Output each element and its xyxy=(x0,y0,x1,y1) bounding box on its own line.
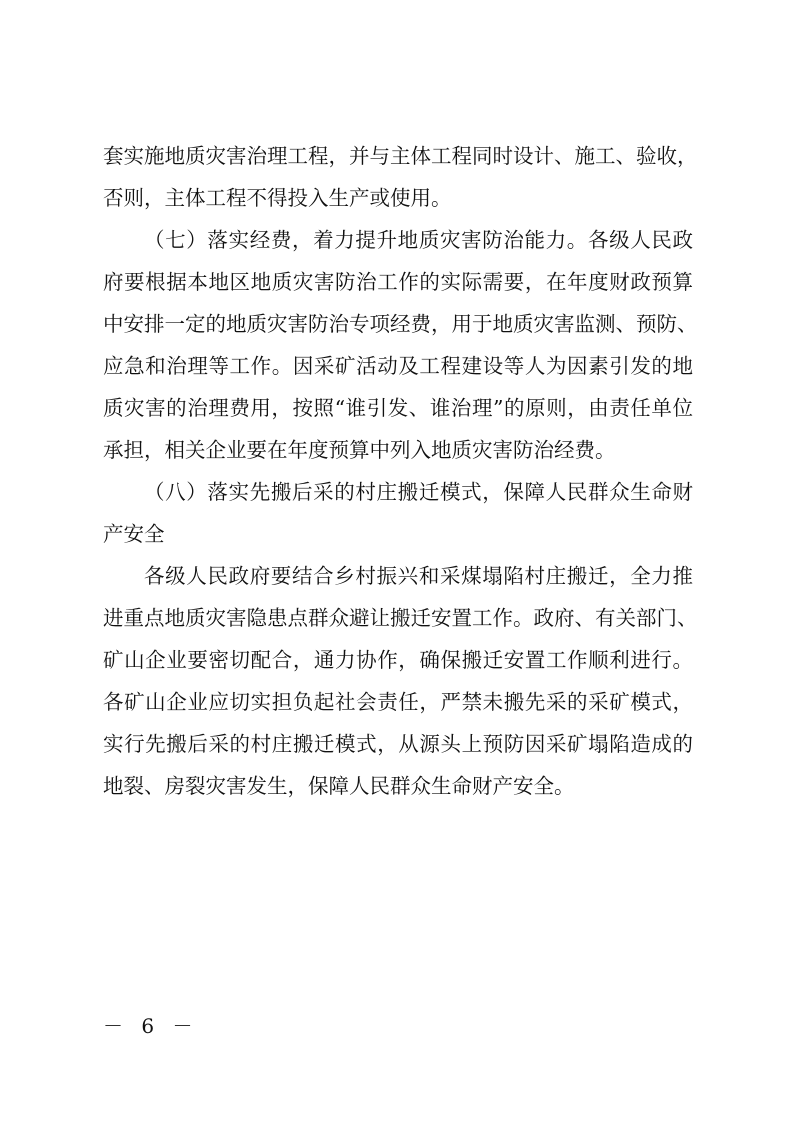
text-line: 进重点地质灾害隐患点群众避让搬迁安置工作。政府、有关部门、 xyxy=(103,606,698,630)
text-line: 各矿山企业应切实担负起社会责任，严禁未搬先采的采矿模式， xyxy=(103,690,693,714)
text-line: 地裂、房裂灾害发生，保障人民群众生命财产安全。 xyxy=(103,774,575,798)
page-number: － 6 － xyxy=(103,1014,199,1038)
text-line: 承担，相关企业要在年度预算中列入地质灾害防治经费。 xyxy=(103,438,616,462)
section-heading-line: 产安全 xyxy=(103,522,165,546)
text-line: 中安排一定的地质灾害防治专项经费，用于地质灾害监测、预防、 xyxy=(103,312,698,336)
section-heading-line: （八）落实先搬后采的村庄搬迁模式，保障人民群众生命财 xyxy=(144,480,693,504)
text-line: 府要根据本地区地质灾害防治工作的实际需要，在年度财政预算 xyxy=(103,270,693,294)
text-line: 实行先搬后采的村庄搬迁模式，从源头上预防因采矿塌陷造成的 xyxy=(103,732,693,756)
text-line: 各级人民政府要结合乡村振兴和采煤塌陷村庄搬迁，全力推 xyxy=(144,564,693,588)
text-line: 套实施地质灾害治理工程，并与主体工程同时设计、施工、验收， xyxy=(103,144,698,168)
text-line: 矿山企业要密切配合，通力协作，确保搬迁安置工作顺利进行。 xyxy=(103,648,693,672)
text-line: 应急和治理等工作。因采矿活动及工程建设等人为因素引发的地 xyxy=(103,354,693,378)
body-text xyxy=(103,135,698,807)
text-line: 否则，主体工程不得投入生产或使用。 xyxy=(103,186,452,210)
text-line: 质灾害的治理费用，按照“谁引发、谁治理”的原则，由责任单位 xyxy=(103,396,693,420)
section-heading-line: （七）落实经费，着力提升地质灾害防治能力。各级人民政 xyxy=(144,228,693,252)
